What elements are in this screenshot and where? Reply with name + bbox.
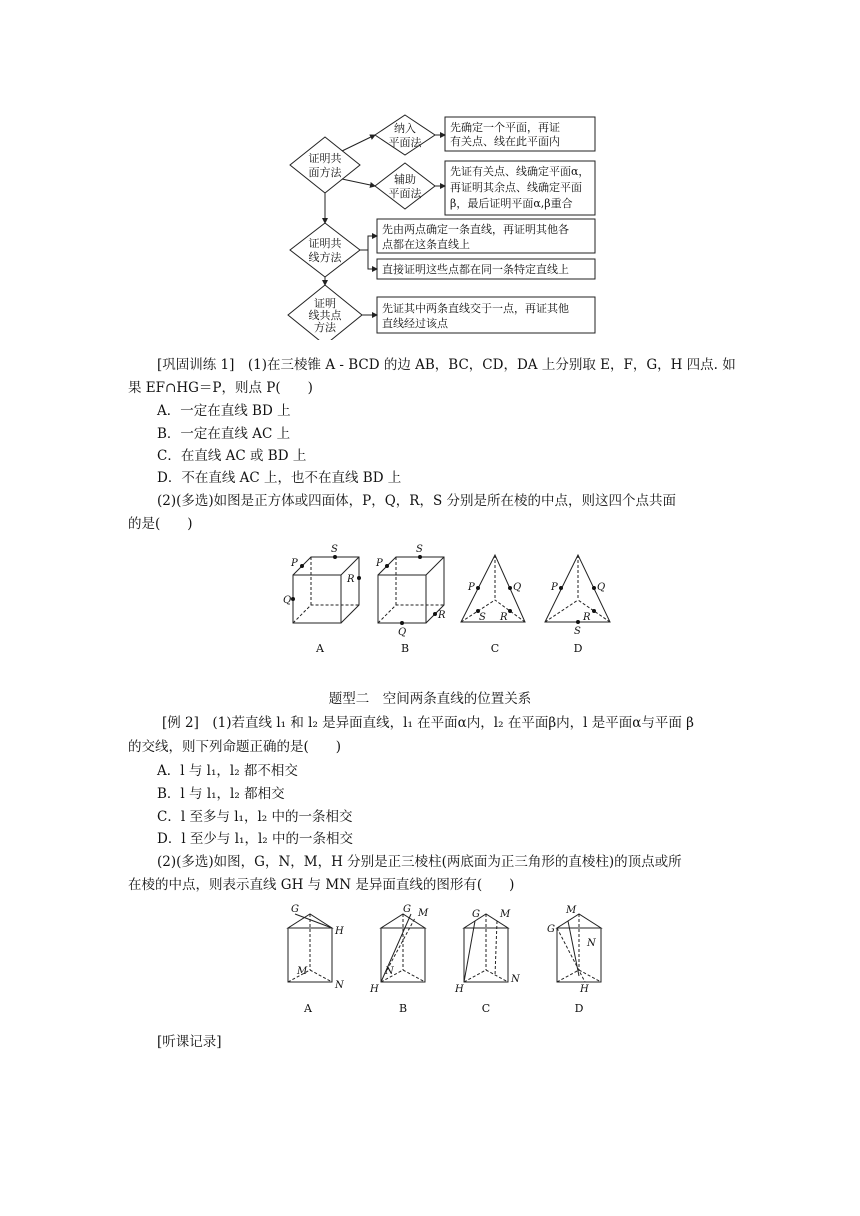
svg-text:G: G [472, 909, 480, 920]
exercise1-figures [275, 540, 625, 660]
diamond-colinear [290, 223, 360, 277]
svg-text:P: P [551, 582, 558, 593]
example2-option-c: C．l 至多与 l₁，l₂ 中的一条相交 [157, 809, 353, 825]
box-colinear2-l1: 直接证明这些点都在同一条特定直线上 [382, 263, 569, 276]
fig1-label-d: D [573, 642, 583, 655]
svg-text:H: H [370, 984, 379, 995]
exercise1-option-c: C．在直线 AC 或 BD 上 [157, 448, 307, 464]
exercise1-q2-line1: (2)(多选)如图是正方体或四面体，P，Q，R，S 分别是所在棱的中点，则这四个点共面 [157, 493, 677, 509]
node-concur-l3: 方法 [314, 321, 336, 334]
example2-q2-line1: (2)(多选)如图，G，N，M，H 分别是正三棱柱(两底面为正三角形的直棱柱)的顶点或所 [157, 854, 682, 870]
box-colinear1-l2: 点都在这条直线上 [382, 238, 470, 251]
svg-text:Q: Q [513, 582, 522, 593]
fig2-label-b: B [398, 1002, 408, 1015]
svg-text:S: S [416, 544, 423, 555]
node-concur-l1: 证明 [314, 297, 336, 310]
box-colinear1-l1: 先由两点确定一条直线，再证明其他各 [382, 223, 569, 236]
method-flowchart [280, 105, 610, 340]
node-colinear-l1: 证明共 [308, 237, 342, 250]
svg-text:P: P [291, 558, 298, 569]
fig2-label-a: A [304, 1002, 312, 1015]
node-coplane-l2: 面方法 [308, 166, 342, 179]
node-coplane-l1: 证明共 [308, 152, 342, 165]
svg-text:H: H [335, 926, 344, 937]
node-aux-l2: 平面法 [388, 187, 422, 200]
box-aux-l1: 先证有关点、线确定平面α， [450, 165, 590, 178]
diamond-coplane [290, 137, 360, 193]
svg-text:N: N [335, 980, 344, 991]
svg-text:M: M [500, 909, 511, 920]
prism-a [288, 914, 332, 982]
svg-text:R: R [500, 612, 508, 623]
svg-text:Q: Q [398, 627, 407, 638]
svg-text:R: R [583, 612, 591, 623]
exercise1-q1-line1: [巩固训练 1] (1)在三棱锥 A - BCD 的边 AB，BC，CD，DA 上分别取 E，F，G，H 四点. 如 [157, 357, 736, 373]
svg-text:R: R [347, 574, 355, 585]
example2-q1-line1: [例 2] (1)若直线 l₁ 和 l₂ 是异面直线，l₁ 在平面α内，l₂ 在平面β内，l 是平面α与平面 β [162, 715, 694, 731]
svg-text:Q: Q [283, 595, 292, 606]
svg-text:G: G [291, 904, 299, 915]
fig1-label-c: C [490, 642, 500, 655]
svg-text:N: N [587, 938, 596, 949]
node-colinear-l2: 线方法 [308, 251, 342, 264]
svg-text:M: M [297, 966, 308, 977]
node-include-l2: 平面法 [388, 136, 422, 149]
example2-option-b: B．l 与 l₁，l₂ 都相交 [157, 786, 285, 802]
exercise1-q1-line2: 果 EF∩HG＝P，则点 P( ) [128, 380, 313, 396]
svg-text:R: R [438, 610, 446, 621]
section-title: 题型二 空间两条直线的位置关系 [328, 691, 532, 707]
example2-q1-line2: 的交线，则下列命题正确的是( ) [128, 739, 342, 755]
exercise1-option-d: D．不在直线 AC 上，也不在直线 BD 上 [157, 470, 402, 486]
prism-c [464, 914, 508, 982]
svg-text:H: H [580, 984, 589, 995]
svg-text:P: P [468, 582, 475, 593]
svg-text:S: S [331, 544, 338, 555]
exercise1-option-b: B．一定在直线 AC 上 [157, 426, 291, 442]
svg-text:N: N [511, 974, 520, 985]
fig1-label-b: B [400, 642, 410, 655]
box-include-l2: 有关点、线在此平面内 [450, 135, 560, 148]
svg-text:S: S [574, 626, 581, 637]
svg-text:M: M [418, 908, 429, 919]
diamond-include [375, 115, 435, 155]
box-aux-l2: 再证明其余点、线确定平面 [450, 181, 582, 194]
node-aux-l1: 辅助 [394, 173, 416, 186]
box-concur-l1: 先证其中两条直线交于一点，再证其他 [382, 302, 569, 315]
svg-text:Q: Q [597, 582, 606, 593]
exercise1-option-a: A．一定在直线 BD 上 [157, 403, 291, 419]
svg-text:P: P [376, 558, 383, 569]
svg-text:G: G [403, 904, 411, 915]
node-include-l1: 纳入 [394, 122, 416, 135]
svg-text:G: G [547, 924, 555, 935]
node-concur-l2: 线共点 [308, 309, 342, 322]
svg-text:S: S [479, 612, 486, 623]
example2-figures [275, 900, 620, 1018]
svg-text:N: N [385, 966, 394, 977]
example2-q2-line2: 在棱的中点，则表示直线 GH 与 MN 是异面直线的图形有( ) [128, 877, 515, 893]
fig2-label-d: D [574, 1002, 584, 1015]
exercise1-q2-line2: 的是( ) [128, 516, 193, 532]
notes-label: [听课记录] [157, 1034, 222, 1050]
box-concur-l2: 直线经过该点 [382, 317, 448, 330]
example2-option-a: A．l 与 l₁，l₂ 都不相交 [157, 763, 298, 779]
box-include-l1: 先确定一个平面，再证 [450, 121, 560, 134]
svg-text:H: H [455, 984, 464, 995]
fig2-label-c: C [481, 1002, 491, 1015]
svg-text:M: M [566, 905, 577, 916]
diamond-aux [375, 163, 435, 209]
box-aux-l3: β，最后证明平面α,β重合 [450, 197, 573, 210]
fig1-label-a: A [316, 642, 324, 655]
example2-option-d: D．l 至少与 l₁，l₂ 中的一条相交 [157, 831, 353, 847]
